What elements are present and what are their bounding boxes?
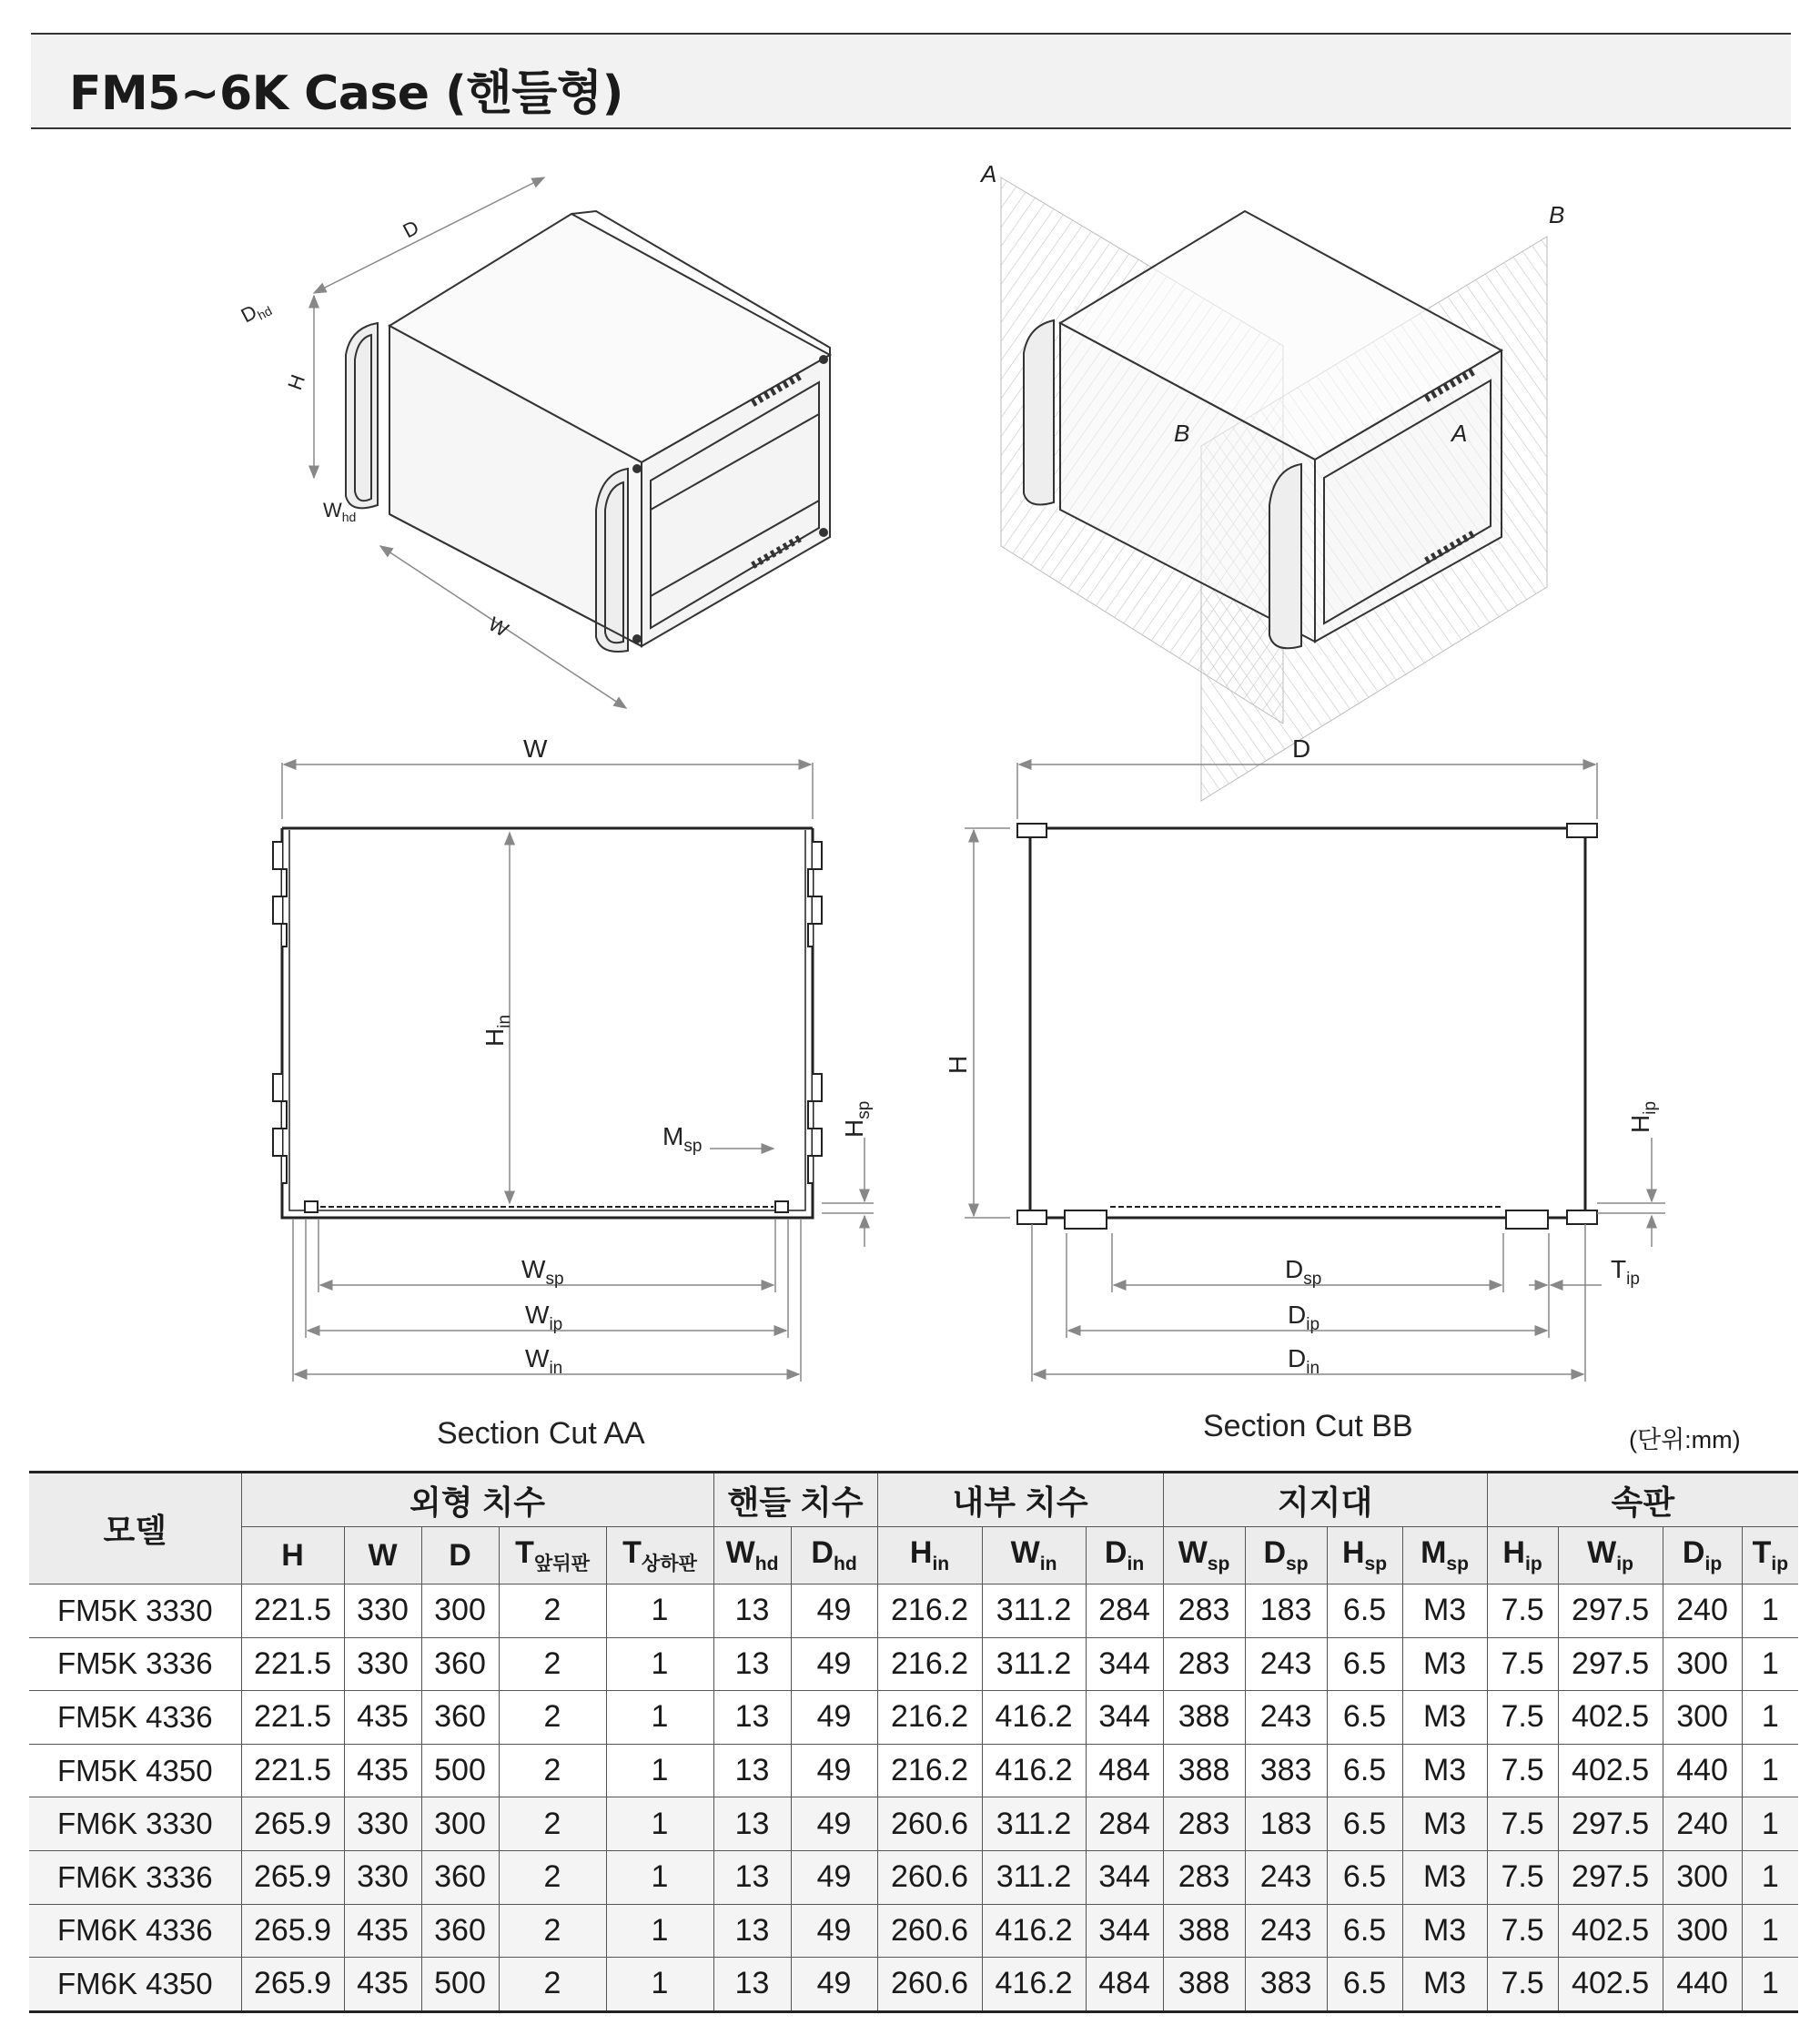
value-cell: 1 [606,1850,713,1904]
column-header-4: $T_{상하판}$ [606,1527,713,1584]
aa-label-w: W [523,734,548,763]
value-cell: 13 [713,1584,791,1638]
value-cell: 7.5 [1487,1850,1558,1904]
value-cell: 300 [1663,1850,1742,1904]
column-header-12: $H_{sp}$ [1327,1527,1402,1584]
table-body [29,1584,1798,2012]
value-cell: 183 [1245,1584,1327,1638]
value-cell: 344 [1086,1691,1163,1745]
bb-label-din: $D_{in}$ [1288,1344,1320,1378]
value-cell: 221.5 [241,1584,344,1638]
value-cell: 500 [421,1958,499,2012]
value-cell: 7.5 [1487,1904,1558,1958]
value-cell: 243 [1245,1850,1327,1904]
bb-label-dsp: $D_{sp}$ [1285,1255,1322,1289]
value-cell: 297.5 [1558,1797,1663,1851]
value-cell: 416.2 [982,1691,1086,1745]
value-cell: 13 [713,1744,791,1797]
value-cell: 283 [1163,1850,1245,1904]
value-cell: 260.6 [877,1797,982,1851]
value-cell: 284 [1086,1584,1163,1638]
value-cell: 300 [421,1584,499,1638]
header-group-inner: 내부 치수 [877,1473,1163,1527]
bb-label-hip: $H_{ip}$ [1626,1100,1660,1133]
header-group-handle: 핸들 치수 [713,1473,877,1527]
value-cell: 2 [499,1850,606,1904]
value-cell: 7.5 [1487,1584,1558,1638]
value-cell: 416.2 [982,1904,1086,1958]
value-cell: 6.5 [1327,1637,1402,1691]
value-cell: 1 [1742,1744,1798,1797]
value-cell: 383 [1245,1958,1327,2012]
iso-label-whd: $W_{hd}$ [323,499,357,524]
value-cell: 6.5 [1327,1904,1402,1958]
value-cell: 49 [791,1850,877,1904]
value-cell: 344 [1086,1850,1163,1904]
model-cell: FM6K 3336 [29,1850,241,1904]
value-cell: 1 [1742,1797,1798,1851]
value-cell: 6.5 [1327,1744,1402,1797]
caption-section-aa: Section Cut AA [437,1416,645,1451]
value-cell: 283 [1163,1584,1245,1638]
header-model: 모델 [29,1473,241,1584]
value-cell: 7.5 [1487,1691,1558,1745]
value-cell: 330 [344,1584,421,1638]
value-cell: 283 [1163,1637,1245,1691]
value-cell: 284 [1086,1797,1163,1851]
value-cell: 416.2 [982,1744,1086,1797]
model-cell: FM6K 3330 [29,1797,241,1851]
value-cell: 6.5 [1327,1850,1402,1904]
header-group-outer: 외형 치수 [241,1473,713,1527]
value-cell: 13 [713,1797,791,1851]
value-cell: 7.5 [1487,1797,1558,1851]
section-aa [273,734,874,1382]
plane-label-a-top: A [981,160,997,187]
value-cell: 216.2 [877,1691,982,1745]
value-cell: 435 [344,1691,421,1745]
value-cell: 265.9 [241,1850,344,1904]
column-header-10: $W_{sp}$ [1163,1527,1245,1584]
value-cell: 243 [1245,1637,1327,1691]
value-cell: 1 [606,1744,713,1797]
value-cell: 440 [1663,1958,1742,2012]
section-bb [944,734,1665,1382]
value-cell: 240 [1663,1584,1742,1638]
value-cell: 243 [1245,1904,1327,1958]
value-cell: 330 [344,1797,421,1851]
value-cell: 435 [344,1958,421,2012]
column-header-0: H [241,1527,344,1584]
value-cell: M3 [1402,1904,1487,1958]
value-cell: 49 [791,1958,877,2012]
value-cell: 388 [1163,1744,1245,1797]
value-cell: 500 [421,1744,499,1797]
column-header-2: D [421,1527,499,1584]
aa-label-msp: $M_{sp}$ [662,1122,703,1156]
column-header-17: $T_{ip}$ [1742,1527,1798,1584]
value-cell: 221.5 [241,1744,344,1797]
plane-label-b-side: B [1174,420,1190,447]
value-cell: 2 [499,1744,606,1797]
value-cell: 1 [1742,1904,1798,1958]
value-cell: 1 [1742,1958,1798,2012]
table-row [29,1744,1798,1797]
table-row [29,1850,1798,1904]
model-cell: FM6K 4336 [29,1904,241,1958]
value-cell: 2 [499,1584,606,1638]
value-cell: 297.5 [1558,1637,1663,1691]
value-cell: 240 [1663,1797,1742,1851]
bb-label-d: D [1292,734,1311,763]
value-cell: 300 [421,1797,499,1851]
value-cell: 49 [791,1904,877,1958]
value-cell: 260.6 [877,1904,982,1958]
value-cell: 297.5 [1558,1850,1663,1904]
value-cell: 7.5 [1487,1744,1558,1797]
value-cell: M3 [1402,1691,1487,1745]
value-cell: 13 [713,1904,791,1958]
aa-label-hin: $H_{in}$ [480,1014,514,1047]
value-cell: 1 [606,1637,713,1691]
unit-label: (단위:mm) [1629,1426,1741,1453]
value-cell: 183 [1245,1797,1327,1851]
aa-label-hsp: $H_{sp}$ [840,1100,874,1138]
column-header-8: $W_{in}$ [982,1527,1086,1584]
value-cell: 440 [1663,1744,1742,1797]
table-row [29,1797,1798,1851]
aa-label-wsp: $W_{sp}$ [521,1255,564,1289]
column-header-16: $D_{ip}$ [1663,1527,1742,1584]
value-cell: 1 [1742,1850,1798,1904]
value-cell: 1 [1742,1637,1798,1691]
table-row [29,1904,1798,1958]
column-header-3: $T_{앞뒤판}$ [499,1527,606,1584]
value-cell: 13 [713,1691,791,1745]
value-cell: 49 [791,1797,877,1851]
value-cell: 6.5 [1327,1691,1402,1745]
value-cell: M3 [1402,1744,1487,1797]
column-header-6: $D_{hd}$ [791,1527,877,1584]
value-cell: 360 [421,1850,499,1904]
iso-view-case [346,211,830,652]
iso-label-h: H [283,371,310,393]
value-cell: 402.5 [1558,1744,1663,1797]
value-cell: 360 [421,1691,499,1745]
value-cell: 300 [1663,1691,1742,1745]
bb-label-tip: $T_{ip}$ [1611,1255,1640,1289]
iso-label-dhd: $D_{hd}$ [237,299,275,328]
value-cell: 6.5 [1327,1797,1402,1851]
table-row [29,1637,1798,1691]
value-cell: 311.2 [982,1584,1086,1638]
model-cell: FM5K 3336 [29,1637,241,1691]
value-cell: 330 [344,1637,421,1691]
value-cell: 344 [1086,1904,1163,1958]
value-cell: 1 [606,1691,713,1745]
value-cell: 13 [713,1637,791,1691]
value-cell: 383 [1245,1744,1327,1797]
value-cell: 260.6 [877,1958,982,2012]
bb-label-dip: $D_{ip}$ [1288,1301,1320,1334]
table-column-header-row [29,1527,1798,1584]
model-cell: FM5K 4350 [29,1744,241,1797]
value-cell: 297.5 [1558,1584,1663,1638]
column-header-5: $W_{hd}$ [713,1527,791,1584]
value-cell: 13 [713,1850,791,1904]
value-cell: 49 [791,1584,877,1638]
column-header-15: $W_{ip}$ [1558,1527,1663,1584]
value-cell: 2 [499,1904,606,1958]
column-header-14: $H_{ip}$ [1487,1527,1558,1584]
value-cell: 221.5 [241,1637,344,1691]
model-cell: FM5K 4336 [29,1691,241,1745]
spec-table [29,1471,1798,2013]
value-cell: 360 [421,1637,499,1691]
value-cell: 260.6 [877,1850,982,1904]
value-cell: 388 [1163,1958,1245,2012]
value-cell: 6.5 [1327,1958,1402,2012]
value-cell: 265.9 [241,1958,344,2012]
table-group-header-row [29,1473,1798,1527]
value-cell: 416.2 [982,1958,1086,2012]
value-cell: 344 [1086,1637,1163,1691]
model-cell: FM5K 3330 [29,1584,241,1638]
table-row [29,1958,1798,2012]
value-cell: 435 [344,1744,421,1797]
value-cell: 6.5 [1327,1584,1402,1638]
value-cell: 13 [713,1958,791,2012]
value-cell: M3 [1402,1958,1487,2012]
value-cell: 311.2 [982,1637,1086,1691]
value-cell: 402.5 [1558,1904,1663,1958]
value-cell: 1 [1742,1691,1798,1745]
column-header-1: W [344,1527,421,1584]
value-cell: 49 [791,1691,877,1745]
model-cell: FM6K 4350 [29,1958,241,2012]
value-cell: 7.5 [1487,1958,1558,2012]
value-cell: 311.2 [982,1797,1086,1851]
page-title: FM5~6K Case (핸들형) [69,66,623,121]
iso-view-section-planes [979,160,1564,801]
value-cell: 2 [499,1797,606,1851]
value-cell: 300 [1663,1637,1742,1691]
aa-label-wip: $W_{ip}$ [525,1301,563,1334]
value-cell: 1 [606,1584,713,1638]
value-cell: 216.2 [877,1744,982,1797]
header-group-inner-plate: 속판 [1487,1473,1798,1527]
value-cell: 2 [499,1958,606,2012]
value-cell: 7.5 [1487,1637,1558,1691]
caption-section-bb: Section Cut BB [1203,1409,1413,1443]
value-cell: 388 [1163,1691,1245,1745]
value-cell: M3 [1402,1637,1487,1691]
value-cell: 216.2 [877,1584,982,1638]
value-cell: 221.5 [241,1691,344,1745]
bb-label-h: H [944,1055,972,1074]
value-cell: 49 [791,1637,877,1691]
value-cell: 484 [1086,1958,1163,2012]
value-cell: 330 [344,1850,421,1904]
plane-label-b-top: B [1549,201,1565,228]
column-header-7: $H_{in}$ [877,1527,982,1584]
value-cell: M3 [1402,1850,1487,1904]
value-cell: 2 [499,1691,606,1745]
value-cell: 402.5 [1558,1691,1663,1745]
value-cell: 216.2 [877,1637,982,1691]
value-cell: 484 [1086,1744,1163,1797]
iso-label-w: W [484,612,512,642]
column-header-13: $M_{sp}$ [1402,1527,1487,1584]
value-cell: M3 [1402,1584,1487,1638]
value-cell: 402.5 [1558,1958,1663,2012]
value-cell: 49 [791,1744,877,1797]
value-cell: 388 [1163,1904,1245,1958]
value-cell: 243 [1245,1691,1327,1745]
plane-label-a-side: A [1451,420,1468,447]
header-group-support: 지지대 [1163,1473,1487,1527]
column-header-9: $D_{in}$ [1086,1527,1163,1584]
table-row [29,1691,1798,1745]
value-cell: 1 [1742,1584,1798,1638]
value-cell: 283 [1163,1797,1245,1851]
iso-label-d: D [399,215,423,243]
column-header-11: $D_{sp}$ [1245,1527,1327,1584]
value-cell: 435 [344,1904,421,1958]
value-cell: 2 [499,1637,606,1691]
value-cell: 1 [606,1958,713,2012]
value-cell: 1 [606,1797,713,1851]
value-cell: 265.9 [241,1797,344,1851]
value-cell: M3 [1402,1797,1487,1851]
value-cell: 311.2 [982,1850,1086,1904]
value-cell: 360 [421,1904,499,1958]
value-cell: 300 [1663,1904,1742,1958]
aa-label-win: $W_{in}$ [525,1344,563,1378]
value-cell: 265.9 [241,1904,344,1958]
table-row [29,1584,1798,1638]
value-cell: 1 [606,1904,713,1958]
